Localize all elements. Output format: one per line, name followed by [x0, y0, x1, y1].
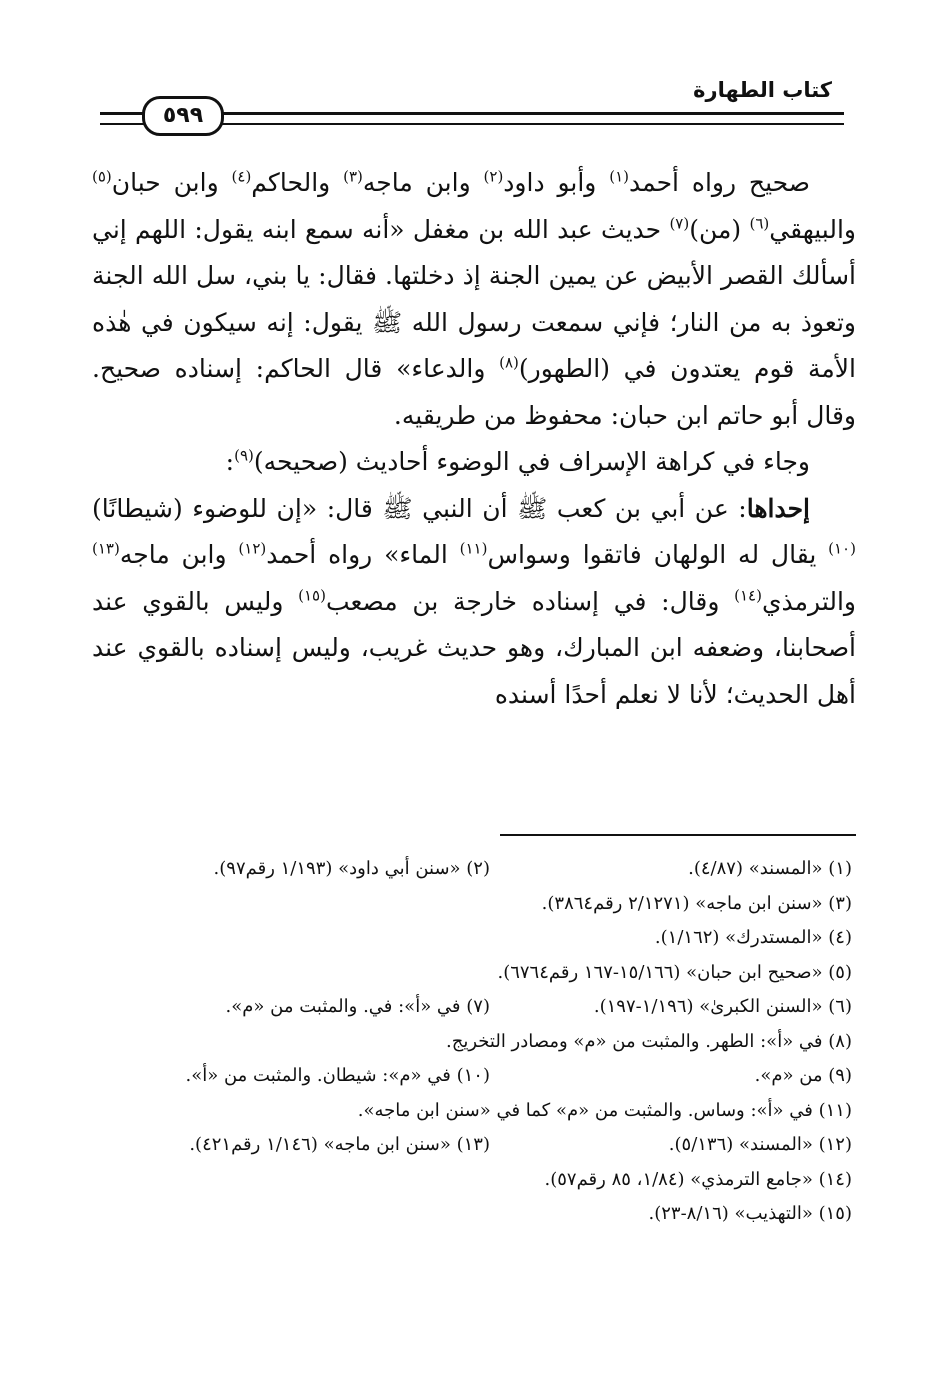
footnote-separator [500, 834, 856, 836]
footnote: (١٠) في «م»: شيطان. والمثبت من «أ». [185, 1065, 490, 1086]
footnote-ref[interactable]: (٢) [483, 167, 504, 186]
footnote-ref[interactable]: (١٠) [828, 539, 856, 558]
paragraph [92, 160, 856, 439]
footnote-line [100, 956, 852, 991]
footnote: (٤) «المستدرك» (١/١٦٢). [654, 927, 852, 948]
footnote: (١٢) «المسند» (٥/١٣٦). [668, 1134, 852, 1155]
text-run: وليس بالقوي عند أصحابنا، وضعفه ابن المبارك، وهو حديث غريب، وليس إسناده بالقوي عند أهل الحديث؛ لأنا لا نعلم أحدًا أسنده [92, 586, 856, 709]
footnote-ref[interactable]: (١٥) [298, 586, 326, 605]
footnote: (١) «المسند» (٤/٨٧). [688, 858, 852, 879]
footnote: (٧) في «أ»: في. والمثبت من «م». [225, 996, 490, 1017]
lead-word: إحداها [746, 493, 810, 523]
footnote-ref[interactable]: (١١) [459, 539, 488, 558]
text-run: وأبو داود [503, 168, 610, 197]
footnotes [100, 852, 852, 1232]
main-text [92, 160, 856, 718]
footnote-ref[interactable]: (١) [609, 167, 630, 186]
text-run: : [225, 447, 235, 476]
page-number: ٥٩٩ [142, 96, 224, 136]
text-run: والبيهقي [769, 214, 856, 244]
text-run: (من) [689, 214, 750, 244]
text-run: والدعاء» قال الحاكم: إسناده صحيح. وقال أبو حاتم ابن حبان: محفوظ من طريقيه. [92, 354, 856, 430]
page-header [100, 78, 844, 126]
text-run: وجاء في كراهة الإسراف في الوضوء أحاديث (صحيحه) [253, 447, 810, 476]
paragraph [92, 439, 856, 486]
footnote-ref[interactable]: (٦) [749, 214, 770, 233]
text-run: والترمذي [761, 586, 857, 616]
footnote-ref[interactable]: (٤) [231, 167, 252, 186]
footnote: (٣) «سنن ابن ماجه» (٢/١٢٧١ رقم٣٨٦٤). [541, 892, 852, 914]
footnote-line [100, 1197, 852, 1232]
footnote-ref[interactable]: (٧) [669, 214, 690, 233]
footnote-ref[interactable]: (٥) [92, 167, 112, 186]
footnote: (٥) «صحيح ابن حبان» (١٥/١٦٦-١٦٧ رقم٦٧٦٤). [497, 961, 852, 983]
paragraph [92, 486, 856, 719]
footnote-ref[interactable]: (١٤) [734, 586, 762, 605]
footnote-line [100, 990, 852, 1025]
footnote: (٦) «السنن الكبرىٰ» (١/١٩٦-١٩٧). [593, 996, 852, 1017]
footnote-line [100, 921, 852, 956]
footnote: (٢) «سنن أبي داود» (١/١٩٣ رقم٩٧). [213, 858, 490, 879]
text-run: وقال: في إسناده خارجة بن مصعب [325, 586, 735, 616]
footnote-line [100, 1094, 852, 1129]
footnote-line [100, 887, 852, 922]
footnote-ref[interactable]: (٨) [499, 353, 519, 372]
text-run: : عن أبي بن كعب ﷺ أن النبي ﷺ قال: «إن للوضوء (شيطانًا) [92, 493, 747, 523]
footnote: (١٥) «التهذيب» (٨/١٦-٢٣). [648, 1203, 852, 1224]
text-run: صحيح رواه أحمد [629, 168, 810, 197]
footnote-line [100, 1163, 852, 1198]
text-run: الماء» رواه أحمد [266, 540, 460, 569]
text-run: وابن ماجه [119, 540, 239, 569]
text-run: وابن ماجه [362, 168, 484, 197]
footnote-ref[interactable]: (١٣) [92, 539, 120, 558]
footnote: (٨) في «أ»: الطهر. والمثبت من «م» ومصادر التخريج. [446, 1030, 852, 1052]
footnote: (٩) من «م». [754, 1065, 852, 1086]
footnote-line [100, 852, 852, 887]
text-run: وابن حبان [111, 168, 232, 197]
text-run: والحاكم [251, 168, 344, 197]
footnote-ref[interactable]: (٩) [234, 446, 254, 465]
footnote-line [100, 1128, 852, 1163]
footnote-line [100, 1059, 852, 1094]
footnote-ref[interactable]: (١٢) [238, 539, 267, 558]
footnote: (١٤) «جامع الترمذي» (١/٨٤، ٨٥ رقم٥٧). [544, 1168, 852, 1190]
footnote: (١٣) «سنن ابن ماجه» (١/١٤٦ رقم٤٢١). [189, 1134, 490, 1155]
footnote: (١١) في «أ»: وساس. والمثبت من «م» كما في «سنن ابن ماجه». [357, 1099, 852, 1121]
chapter-title: كتاب الطهارة [687, 78, 838, 102]
footnote-line [100, 1025, 852, 1060]
text-run: يقال له الولهان فاتقوا وسواس [487, 540, 829, 569]
text-run: حديث عبد الله بن مغفل «أنه سمع ابنه يقول: اللهم إني أسألك القصر الأبيض عن يمين الجنة إذ دخلتها. فقال: يا بني، سل الله الجنة وتعوذ به من النار؛ فإني سمعت رسول الله ﷺ يقول: إنه سيكون في هٰذه الأمة قوم يعتدون في (الطهور) [92, 214, 857, 383]
footnote-ref[interactable]: (٣) [343, 167, 363, 186]
